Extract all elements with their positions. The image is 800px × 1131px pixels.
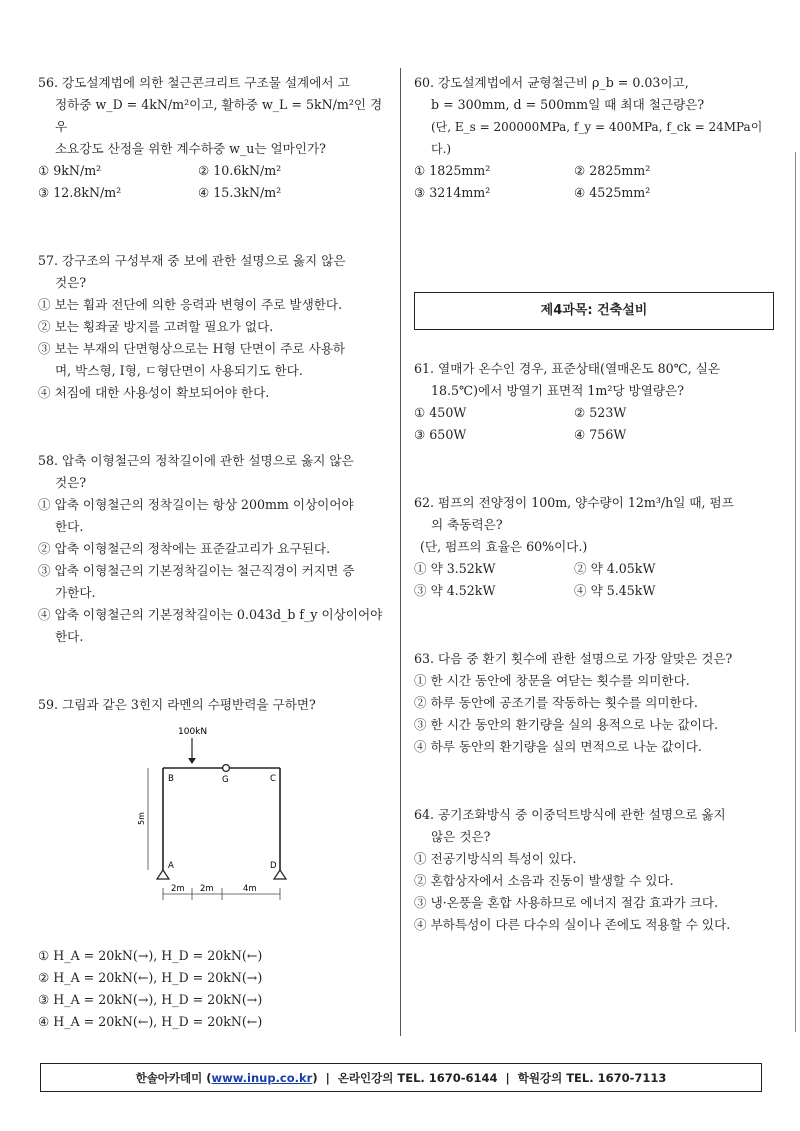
- q64-option-2[interactable]: ② 혼합상자에서 소음과 진동이 발생할 수 있다.: [414, 873, 674, 888]
- q62-option-3[interactable]: ③ 약 4.52kW: [414, 583, 496, 598]
- q56-option-3[interactable]: ③ 12.8kN/m²: [38, 185, 122, 200]
- node-g-label: G: [222, 775, 229, 785]
- q58-option-3[interactable]: ③ 압축 이형철근의 기본정착길이는 철근직경이 커지면 증: [38, 563, 355, 578]
- q60-option-4[interactable]: ④ 4525mm²: [574, 185, 651, 200]
- q56-option-1[interactable]: ① 9kN/m²: [38, 163, 102, 178]
- left-column: [38, 72, 386, 1033]
- q61-option-3[interactable]: ③ 650W: [414, 427, 467, 442]
- q63-option-3[interactable]: ③ 한 시간 동안의 환기량을 실의 용적으로 나눈 값이다.: [414, 717, 719, 732]
- q59-option-1[interactable]: ① H_A = 20kN(→), H_D = 20kN(←): [38, 948, 263, 963]
- dim-label-3: 4m: [243, 884, 257, 894]
- q62-stem-line1: 62. 펌프의 전양정이 100m, 양수량이 12m³/h일 때, 펌프: [414, 495, 734, 510]
- q60-option-2[interactable]: ② 2825mm²: [574, 163, 651, 178]
- q62-option-4[interactable]: ④ 약 5.45kW: [574, 583, 656, 598]
- question-61: [414, 358, 774, 446]
- height-dimension-label: 5m: [137, 812, 146, 825]
- page-edge-line: [795, 152, 796, 1032]
- q63-option-2[interactable]: ② 하루 동안에 공조기를 작동하는 횟수를 의미한다.: [414, 695, 698, 710]
- q61-option-2[interactable]: ② 523W: [574, 405, 627, 420]
- q56-stem-line3: 소요강도 산정을 위한 계수하중 w_u는 얼마인가?: [55, 141, 326, 156]
- q56-option-2[interactable]: ② 10.6kN/m²: [198, 163, 282, 178]
- q62-option-1[interactable]: ① 약 3.52kW: [414, 561, 496, 576]
- footer-bar: [40, 1063, 762, 1092]
- q64-option-1[interactable]: ① 전공기방식의 특성이 있다.: [414, 851, 577, 866]
- node-c-label: C: [270, 774, 276, 784]
- q62-stem-line3: (단, 펌프의 효율은 60%이다.): [420, 539, 588, 554]
- footer-org: 한솔아카데미 (: [135, 1070, 212, 1085]
- q63-option-4[interactable]: ④ 하루 동안의 환기량을 실의 면적으로 나눈 값이다.: [414, 739, 702, 754]
- q56-stem-line2: 정하중 w_D = 4kN/m²이고, 활하중 w_L = 5kN/m²인 경우: [55, 97, 383, 134]
- three-hinge-frame-diagram: [130, 722, 310, 932]
- q57-option-2[interactable]: ② 보는 횡좌굴 방지를 고려할 필요가 없다.: [38, 319, 274, 334]
- question-60: [414, 72, 774, 204]
- question-62: [414, 492, 774, 602]
- question-63: [414, 648, 774, 758]
- load-arrow-head: [188, 758, 196, 764]
- q60-stem-line1: 60. 강도설계법에서 균형철근비 ρ_b = 0.03이고,: [414, 75, 689, 90]
- q58-option-1[interactable]: ① 압축 이형철근의 정착길이는 항상 200mm 이상이어야: [38, 497, 354, 512]
- q57-option-3-cont: 며, 박스형, I형, ㄷ형단면이 사용되기도 한다.: [55, 363, 303, 378]
- q62-stem-line2: 의 축동력은?: [431, 517, 503, 532]
- q58-option-4[interactable]: ④ 압축 이형철근의 기본정착길이는 0.043d_b f_y 이상이어야: [38, 607, 383, 622]
- q61-stem-line1: 61. 열매가 온수인 경우, 표준상태(열매온도 80℃, 실온: [414, 361, 721, 376]
- node-b-label: B: [168, 774, 174, 784]
- q58-option-1-cont: 한다.: [55, 519, 84, 534]
- q60-option-1[interactable]: ① 1825mm²: [414, 163, 491, 178]
- q57-stem-line2: 것은?: [55, 275, 87, 290]
- q61-option-4[interactable]: ④ 756W: [574, 427, 627, 442]
- q61-option-1[interactable]: ① 450W: [414, 405, 467, 420]
- section-heading-box: [414, 292, 774, 330]
- q64-option-4[interactable]: ④ 부하특성이 다른 다수의 실이나 존에도 적용할 수 있다.: [414, 917, 731, 932]
- question-57: [38, 250, 386, 404]
- q57-stem-line1: 57. 강구조의 구성부재 중 보에 관한 설명으로 옳지 않은: [38, 253, 346, 268]
- q64-option-3[interactable]: ③ 냉·온풍을 혼합 사용하므로 에너지 절감 효과가 크다.: [414, 895, 719, 910]
- q57-option-1[interactable]: ① 보는 휨과 전단에 의한 응력과 변형이 주로 발생한다.: [38, 297, 343, 312]
- question-64: [414, 804, 774, 936]
- q59-option-2[interactable]: ② H_A = 20kN(←), H_D = 20kN(→): [38, 970, 263, 985]
- dim-label-1: 2m: [171, 884, 185, 894]
- q60-stem-line3: (단, E_s = 200000MPa, f_y = 400MPa, f_ck = 24MPa이다.): [431, 120, 763, 156]
- q57-option-3[interactable]: ③ 보는 부재의 단면형상으로는 H형 단면이 주로 사용하: [38, 341, 346, 356]
- footer-contact: ) | 온라인강의 TEL. 1670-6144 | 학원강의 TEL. 1670-7113: [312, 1070, 667, 1085]
- q62-option-2[interactable]: ② 약 4.05kW: [574, 561, 656, 576]
- hinge-g: [223, 765, 230, 772]
- right-column: [414, 72, 774, 936]
- q58-option-4-cont: 한다.: [55, 629, 84, 644]
- q58-stem-line2: 것은?: [55, 475, 87, 490]
- q58-stem-line1: 58. 압축 이형철근의 정착길이에 관한 설명으로 옳지 않은: [38, 453, 354, 468]
- q64-stem-line1: 64. 공기조화방식 중 이중덕트방식에 관한 설명으로 옳지: [414, 807, 726, 822]
- q61-stem-line2: 18.5℃)에서 방열기 표면적 1m²당 방열량은?: [431, 383, 684, 398]
- support-a: [157, 870, 169, 879]
- q58-option-2[interactable]: ② 압축 이형철근의 정착에는 표준갈고리가 요구된다.: [38, 541, 331, 556]
- q63-stem-line1: 63. 다음 중 환기 횟수에 관한 설명으로 가장 알맞은 것은?: [414, 651, 733, 666]
- q56-stem-line1: 56. 강도설계법에 의한 철근콘크리트 구조물 설계에서 고: [38, 75, 350, 90]
- support-d: [274, 870, 286, 879]
- q56-option-4[interactable]: ④ 15.3kN/m²: [198, 185, 282, 200]
- q60-stem-line2: b = 300mm, d = 500mm일 때 최대 철근량은?: [431, 97, 705, 112]
- footer-website-link[interactable]: www.inup.co.kr: [211, 1070, 313, 1085]
- load-label: 100kN: [178, 727, 208, 737]
- q60-option-3[interactable]: ③ 3214mm²: [414, 185, 491, 200]
- node-d-label: D: [270, 861, 277, 871]
- node-a-label: A: [168, 861, 174, 871]
- q58-option-3-cont: 가한다.: [55, 585, 96, 600]
- q59-stem-line1: 59. 그림과 같은 3힌지 라멘의 수평반력을 구하면?: [38, 697, 316, 712]
- dim-label-2: 2m: [200, 884, 214, 894]
- q59-option-4[interactable]: ④ H_A = 20kN(←), H_D = 20kN(←): [38, 1014, 263, 1029]
- section-heading: 제4과목: 건축설비: [540, 303, 648, 318]
- question-58: [38, 450, 386, 648]
- question-56: [38, 72, 386, 204]
- q63-option-1[interactable]: ① 한 시간 동안에 창문을 여닫는 횟수를 의미한다.: [414, 673, 690, 688]
- question-59: [38, 694, 386, 1033]
- q64-stem-line2: 않은 것은?: [431, 829, 491, 844]
- q59-option-3[interactable]: ③ H_A = 20kN(→), H_D = 20kN(→): [38, 992, 263, 1007]
- q57-option-4[interactable]: ④ 처짐에 대한 사용성이 확보되어야 한다.: [38, 385, 270, 400]
- column-divider: [400, 68, 401, 1036]
